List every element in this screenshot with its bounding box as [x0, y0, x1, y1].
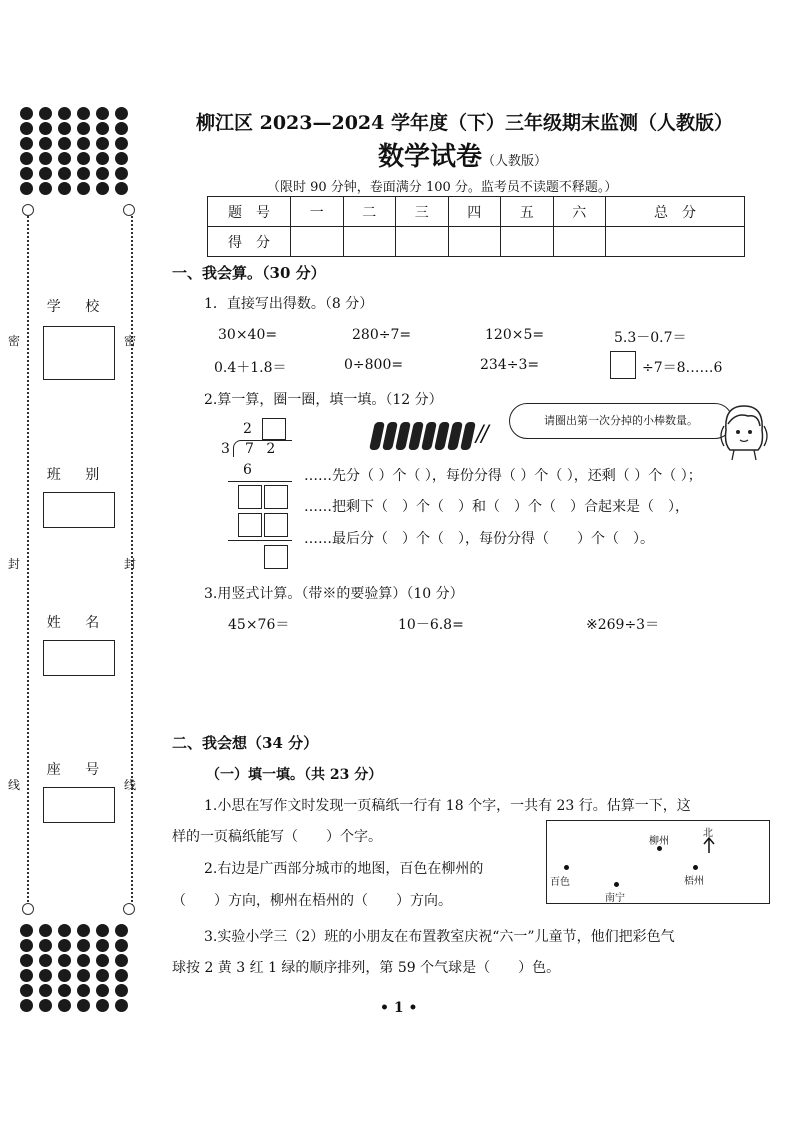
dot-icon: [115, 182, 128, 195]
dot-icon: [39, 182, 52, 195]
dot-icon: [39, 137, 52, 150]
dot-icon: [77, 969, 90, 982]
binding-ring-icon: [22, 903, 34, 915]
page-number: • 1 •: [380, 1000, 418, 1016]
q1-item: ÷7＝8……6: [642, 360, 723, 376]
score-cell[interactable]: [291, 227, 344, 257]
name-label: 姓 名: [46, 615, 110, 631]
dot-icon: [39, 939, 52, 952]
score-header-cell: 二: [343, 197, 396, 227]
q1-item: 0÷800=: [344, 357, 404, 373]
dot-icon: [77, 107, 90, 120]
class-field[interactable]: [43, 492, 115, 528]
score-header-cell: 总 分: [606, 197, 745, 227]
score-table-score-row: [208, 227, 745, 257]
dot-icon: [115, 167, 128, 180]
name-field[interactable]: [43, 640, 115, 676]
q2-title: 2.算一算，圈一圈，填一填。（12 分）: [204, 392, 443, 408]
dot-icon: [20, 999, 33, 1012]
q1-item: 120×5=: [485, 327, 545, 343]
dot-icon: [77, 954, 90, 967]
q3-item: ※269÷3＝: [586, 617, 660, 633]
stick-icon[interactable]: [460, 422, 476, 450]
dot-icon: [58, 999, 71, 1012]
dot-icon: [58, 939, 71, 952]
city-dot: [564, 865, 569, 870]
score-header-cell: 四: [448, 197, 501, 227]
north-arrow-icon: [703, 837, 715, 853]
score-header-cell: 题 号: [208, 197, 291, 227]
dot-icon: [96, 969, 109, 982]
dot-icon: [39, 954, 52, 967]
dot-icon: [77, 122, 90, 135]
dot-icon: [96, 999, 109, 1012]
dot-icon: [58, 122, 71, 135]
city-nanning: 南宁: [605, 893, 625, 904]
score-cell[interactable]: [553, 227, 606, 257]
dot-icon: [58, 107, 71, 120]
dot-icon: [96, 924, 109, 937]
score-header-cell: 一: [291, 197, 344, 227]
dot-icon: [39, 152, 52, 165]
dot-icon: [115, 984, 128, 997]
dot-icon: [115, 969, 128, 982]
answer-box[interactable]: [610, 351, 636, 379]
dot-icon: [58, 984, 71, 997]
dot-icon: [96, 152, 109, 165]
dot-icon: [39, 122, 52, 135]
binding-ring-icon: [123, 204, 135, 216]
city-dot: [693, 865, 698, 870]
subject-name: 数学试卷: [378, 142, 483, 172]
dot-icon: [115, 152, 128, 165]
score-header-cell: 五: [501, 197, 554, 227]
section1-heading: 一、我会算。（30 分）: [172, 264, 326, 282]
score-header-cell: 六: [553, 197, 606, 227]
seat-label: 座 号: [46, 762, 110, 778]
division-line: [228, 540, 292, 541]
q3-title: 3.用竖式计算。（带※的要验算）（10 分）: [204, 586, 464, 602]
dot-icon: [58, 182, 71, 195]
class-label: 班 别: [46, 467, 110, 483]
quotient-digit: 2: [243, 421, 252, 437]
dot-icon: [20, 954, 33, 967]
dot-icon: [20, 122, 33, 135]
dot-icon: [96, 122, 109, 135]
dot-icon: [39, 107, 52, 120]
dot-icon: [115, 924, 128, 937]
dot-icon: [77, 137, 90, 150]
school-label: 学 校: [46, 299, 110, 315]
dot-icon: [58, 924, 71, 937]
divisor: 3: [221, 441, 230, 457]
subject-title: [378, 136, 547, 173]
dot-icon: [58, 954, 71, 967]
first-product: 6: [243, 462, 252, 478]
s2-q1-line2: 样的一页稿纸能写（ ）个字。: [172, 829, 382, 845]
dot-icon: [20, 137, 33, 150]
seal-word-feng: 封: [124, 557, 137, 571]
school-field[interactable]: [43, 326, 115, 380]
score-table: [207, 196, 745, 257]
seat-field[interactable]: [43, 787, 115, 823]
dot-icon: [115, 954, 128, 967]
dot-icon: [20, 152, 33, 165]
division-line: [228, 481, 292, 482]
s2-q2-line2: （ ）方向，柳州在梧州的（ ）方向。: [172, 893, 452, 909]
seal-word-xian: 线: [8, 778, 21, 792]
decorative-dot-grid-bottom: [20, 924, 138, 1014]
dot-icon: [115, 137, 128, 150]
score-cell[interactable]: [448, 227, 501, 257]
s2-q3-line2: 球按 2 黄 3 红 1 绿的顺序排列，第 59 个气球是（ ）色。: [172, 960, 561, 976]
remainder-box[interactable]: [264, 545, 288, 569]
dot-icon: [77, 984, 90, 997]
dot-icon: [96, 107, 109, 120]
dot-icon: [96, 182, 109, 195]
dot-icon: [96, 137, 109, 150]
binding-ring-icon: [22, 204, 34, 216]
q1-item: 30×40=: [218, 327, 278, 343]
dot-icon: [115, 939, 128, 952]
s2-q3-line1: 3.实验小学三（2）班的小朋友在布置教室庆祝“六一”儿童节，他们把彩色气: [204, 929, 675, 945]
dot-icon: [115, 107, 128, 120]
dot-icon: [58, 152, 71, 165]
dot-icon: [77, 182, 90, 195]
q3-item: 45×76＝: [228, 617, 290, 633]
q1-item: 280÷7=: [352, 327, 412, 343]
dot-icon: [58, 137, 71, 150]
quotient-box[interactable]: [262, 418, 286, 440]
dot-icon: [20, 984, 33, 997]
exam-title: 柳江区 2023—2024 学年度（下）三年级期末监测（人教版）: [196, 112, 733, 134]
q1-item: 5.3－0.7＝: [614, 330, 687, 346]
speech-bubble: 请圈出第一次分掉的小棒数量。: [509, 403, 733, 439]
dot-icon: [58, 969, 71, 982]
seal-word-xian: 线: [124, 778, 137, 792]
seal-word-feng: 封: [8, 557, 21, 571]
girl-cartoon-icon: [718, 400, 770, 462]
dot-icon: [77, 152, 90, 165]
dot-icon: [96, 939, 109, 952]
dot-icon: [115, 122, 128, 135]
score-cell[interactable]: [606, 227, 745, 257]
city-baise: 百色: [550, 877, 570, 888]
section2-sub1: （一）填一填。（共 23 分）: [206, 767, 383, 783]
dot-icon: [20, 939, 33, 952]
dot-icon: [20, 167, 33, 180]
decorative-dot-grid-top: [20, 107, 138, 197]
dot-icon: [39, 924, 52, 937]
dot-icon: [77, 939, 90, 952]
q2-line3: ……最后分（ ）个（ ），每份分得（ ）个（ ）。: [304, 531, 654, 547]
dot-icon: [20, 969, 33, 982]
city-wuzhou: 梧州: [684, 876, 704, 887]
dot-icon: [39, 969, 52, 982]
dot-icon: [77, 999, 90, 1012]
q1-title: 1．直接写出得数。（8 分）: [204, 296, 374, 312]
q1-item: 0.4＋1.8＝: [214, 360, 287, 376]
dot-icon: [20, 182, 33, 195]
seal-word-mi: 密: [124, 334, 137, 348]
dot-icon: [20, 924, 33, 937]
q2-line1: ……先分（ ）个（ ），每份分得（ ）个（ ），还剩（ ）个（ ）；: [304, 468, 702, 484]
dot-icon: [96, 954, 109, 967]
dot-icon: [39, 999, 52, 1012]
dot-icon: [77, 924, 90, 937]
dot-icon: [96, 167, 109, 180]
work-box[interactable]: [264, 513, 288, 537]
dividend: 7 2: [245, 441, 280, 457]
work-box[interactable]: [238, 485, 262, 509]
dot-icon: [20, 107, 33, 120]
instructions: （限时 90 分钟，卷面满分 100 分。监考员不读题不释题。）: [267, 180, 618, 195]
score-header-cell: 三: [396, 197, 449, 227]
dot-icon: [39, 984, 52, 997]
q1-item: 234÷3=: [480, 357, 540, 373]
subject-note: （人教版）: [482, 154, 548, 169]
binding-ring-icon: [123, 903, 135, 915]
s2-q1-line1: 1.小思在写作文时发现一页稿纸一行有 18 个字，一共有 23 行。估算一下，这: [204, 798, 691, 814]
section2-heading: 二、我会想（34 分）: [172, 734, 319, 752]
north-label: 北: [703, 828, 713, 839]
score-cell[interactable]: [343, 227, 396, 257]
guangxi-city-map: [546, 820, 770, 904]
s2-q2-line1: 2.右边是广西部分城市的地图，百色在柳州的: [204, 861, 484, 877]
city-liuzhou: 柳州: [649, 836, 669, 847]
q3-item: 10－6.8=: [398, 617, 464, 633]
score-cell[interactable]: [501, 227, 554, 257]
work-box[interactable]: [264, 485, 288, 509]
loose-sticks-icon: //: [476, 422, 487, 447]
score-cell[interactable]: [396, 227, 449, 257]
score-row-label: 得 分: [208, 227, 291, 257]
seal-word-mi: 密: [8, 334, 21, 348]
dot-icon: [77, 167, 90, 180]
q2-line2: ……把剩下（ ）个（ ）和（ ）个（ ）合起来是（ ），: [304, 499, 689, 515]
dot-icon: [115, 999, 128, 1012]
city-dot: [614, 882, 619, 887]
score-table-header-row: [208, 197, 745, 227]
work-box[interactable]: [238, 513, 262, 537]
dot-icon: [96, 984, 109, 997]
dot-icon: [58, 167, 71, 180]
dot-icon: [39, 167, 52, 180]
